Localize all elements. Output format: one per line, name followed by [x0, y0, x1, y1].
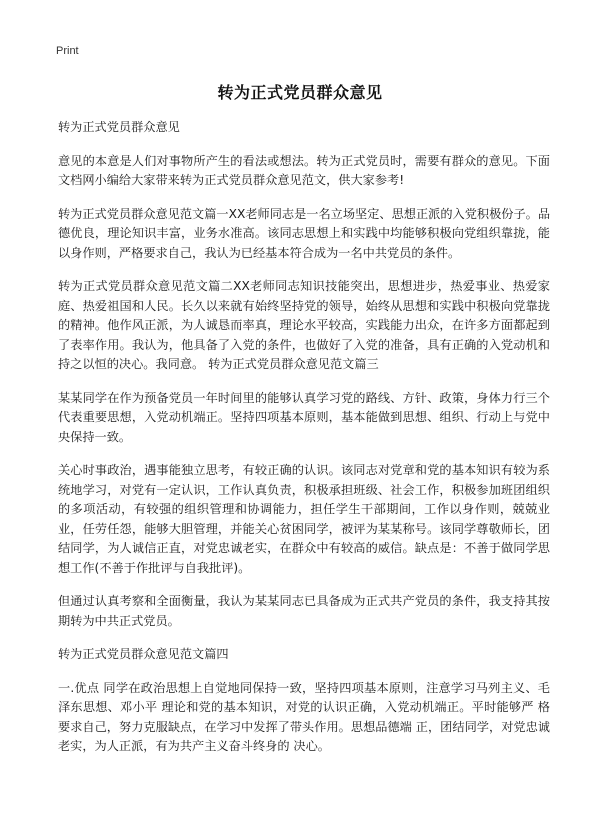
sample-three-paragraph-1: 某某同学在作为预备党员一年时间里的能够认真学习党的路线、方针、政策，身体力行三个代表重要思想，入党动机端正。坚持四项基本原则，基本能做到思想、组织、行动上与党中央保持一致。	[58, 390, 550, 444]
sample-four-heading: 转为正式党员群众意见范文篇四	[58, 647, 229, 661]
document-body	[58, 118, 550, 771]
subtitle-paragraph: 转为正式党员群众意见	[58, 120, 180, 134]
document-title: 转为正式党员群众意见	[217, 83, 383, 102]
sample-four-paragraph: 一.优点 同学在政治思想上自觉地同保持一致，坚持四项基本原则，注意学习马列主义、毛泽东思想、邓小平 理论和党的基本知识，对党的认识正确，入党动机端正。平时能够严 格要求自己，努力克服缺点，在学习中发挥了带头作用。思想品德端 正，团结同学，对党忠诚老实，为人正派，有为共产主义奋斗终身的 决心。	[58, 680, 550, 753]
sample-three-paragraph-2: 关心时事政治，遇事能独立思考，有较正确的认识。该同志对党章和党的基本知识有较为系统地学习，对党有一定认识，工作认真负责，积极承担班级、社会工作，积极参加班团组织的多项活动，有较强的组织管理和协调能力，担任学生干部期间，工作以身作则，兢兢业业，任劳任怨，能够大胆管理，并能关心贫困同学，被评为某某称号。该同学尊敬师长，团结同学，为人诚信正直，对党忠诚老实，在群众中有较高的威信。缺点是：不善于做同学思想工作(不善于作批评与自我批评)。	[58, 463, 550, 575]
print-link[interactable]: Print	[56, 45, 79, 57]
intro-paragraph: 意见的本意是人们对事物所产生的看法或想法。转为正式党员时，需要有群众的意见。下面文档网小编给大家带来转为正式党员群众意见范文，供大家参考!	[58, 153, 550, 187]
sample-two-paragraph: 转为正式党员群众意见范文篇二XX老师同志知识技能突出，思想进步，热爱事业、热爱家庭、热爱祖国和人民。长久以来就有始终坚持党的领导，始终从思想和实践中积极向党靠拢的精神。他作风正派，为人诚恳而率真，理论水平较高，实践能力出众，在许多方面都起到了表率作用。我认为，他具备了入党的条件，也做好了入党的准备，具有正确的入党动机和持之以恒的决心。我同意。 转为正式党员群众意见范文篇三	[58, 279, 550, 371]
sample-three-paragraph-3: 但通过认真考察和全面衡量，我认为某某同志已具备成为正式共产党员的条件，我支持其按期转为中共正式党员。	[58, 594, 550, 628]
sample-one-paragraph: 转为正式党员群众意见范文篇一XX老师同志是一名立场坚定、思想正派的入党积极份子。品德优良，理论知识丰富，业务水准高。该同志思想上和实践中均能够积极向党组织靠拢，能以身作则，严格要求自己，我认为已经基本符合成为一名中共党员的条件。	[58, 206, 551, 260]
